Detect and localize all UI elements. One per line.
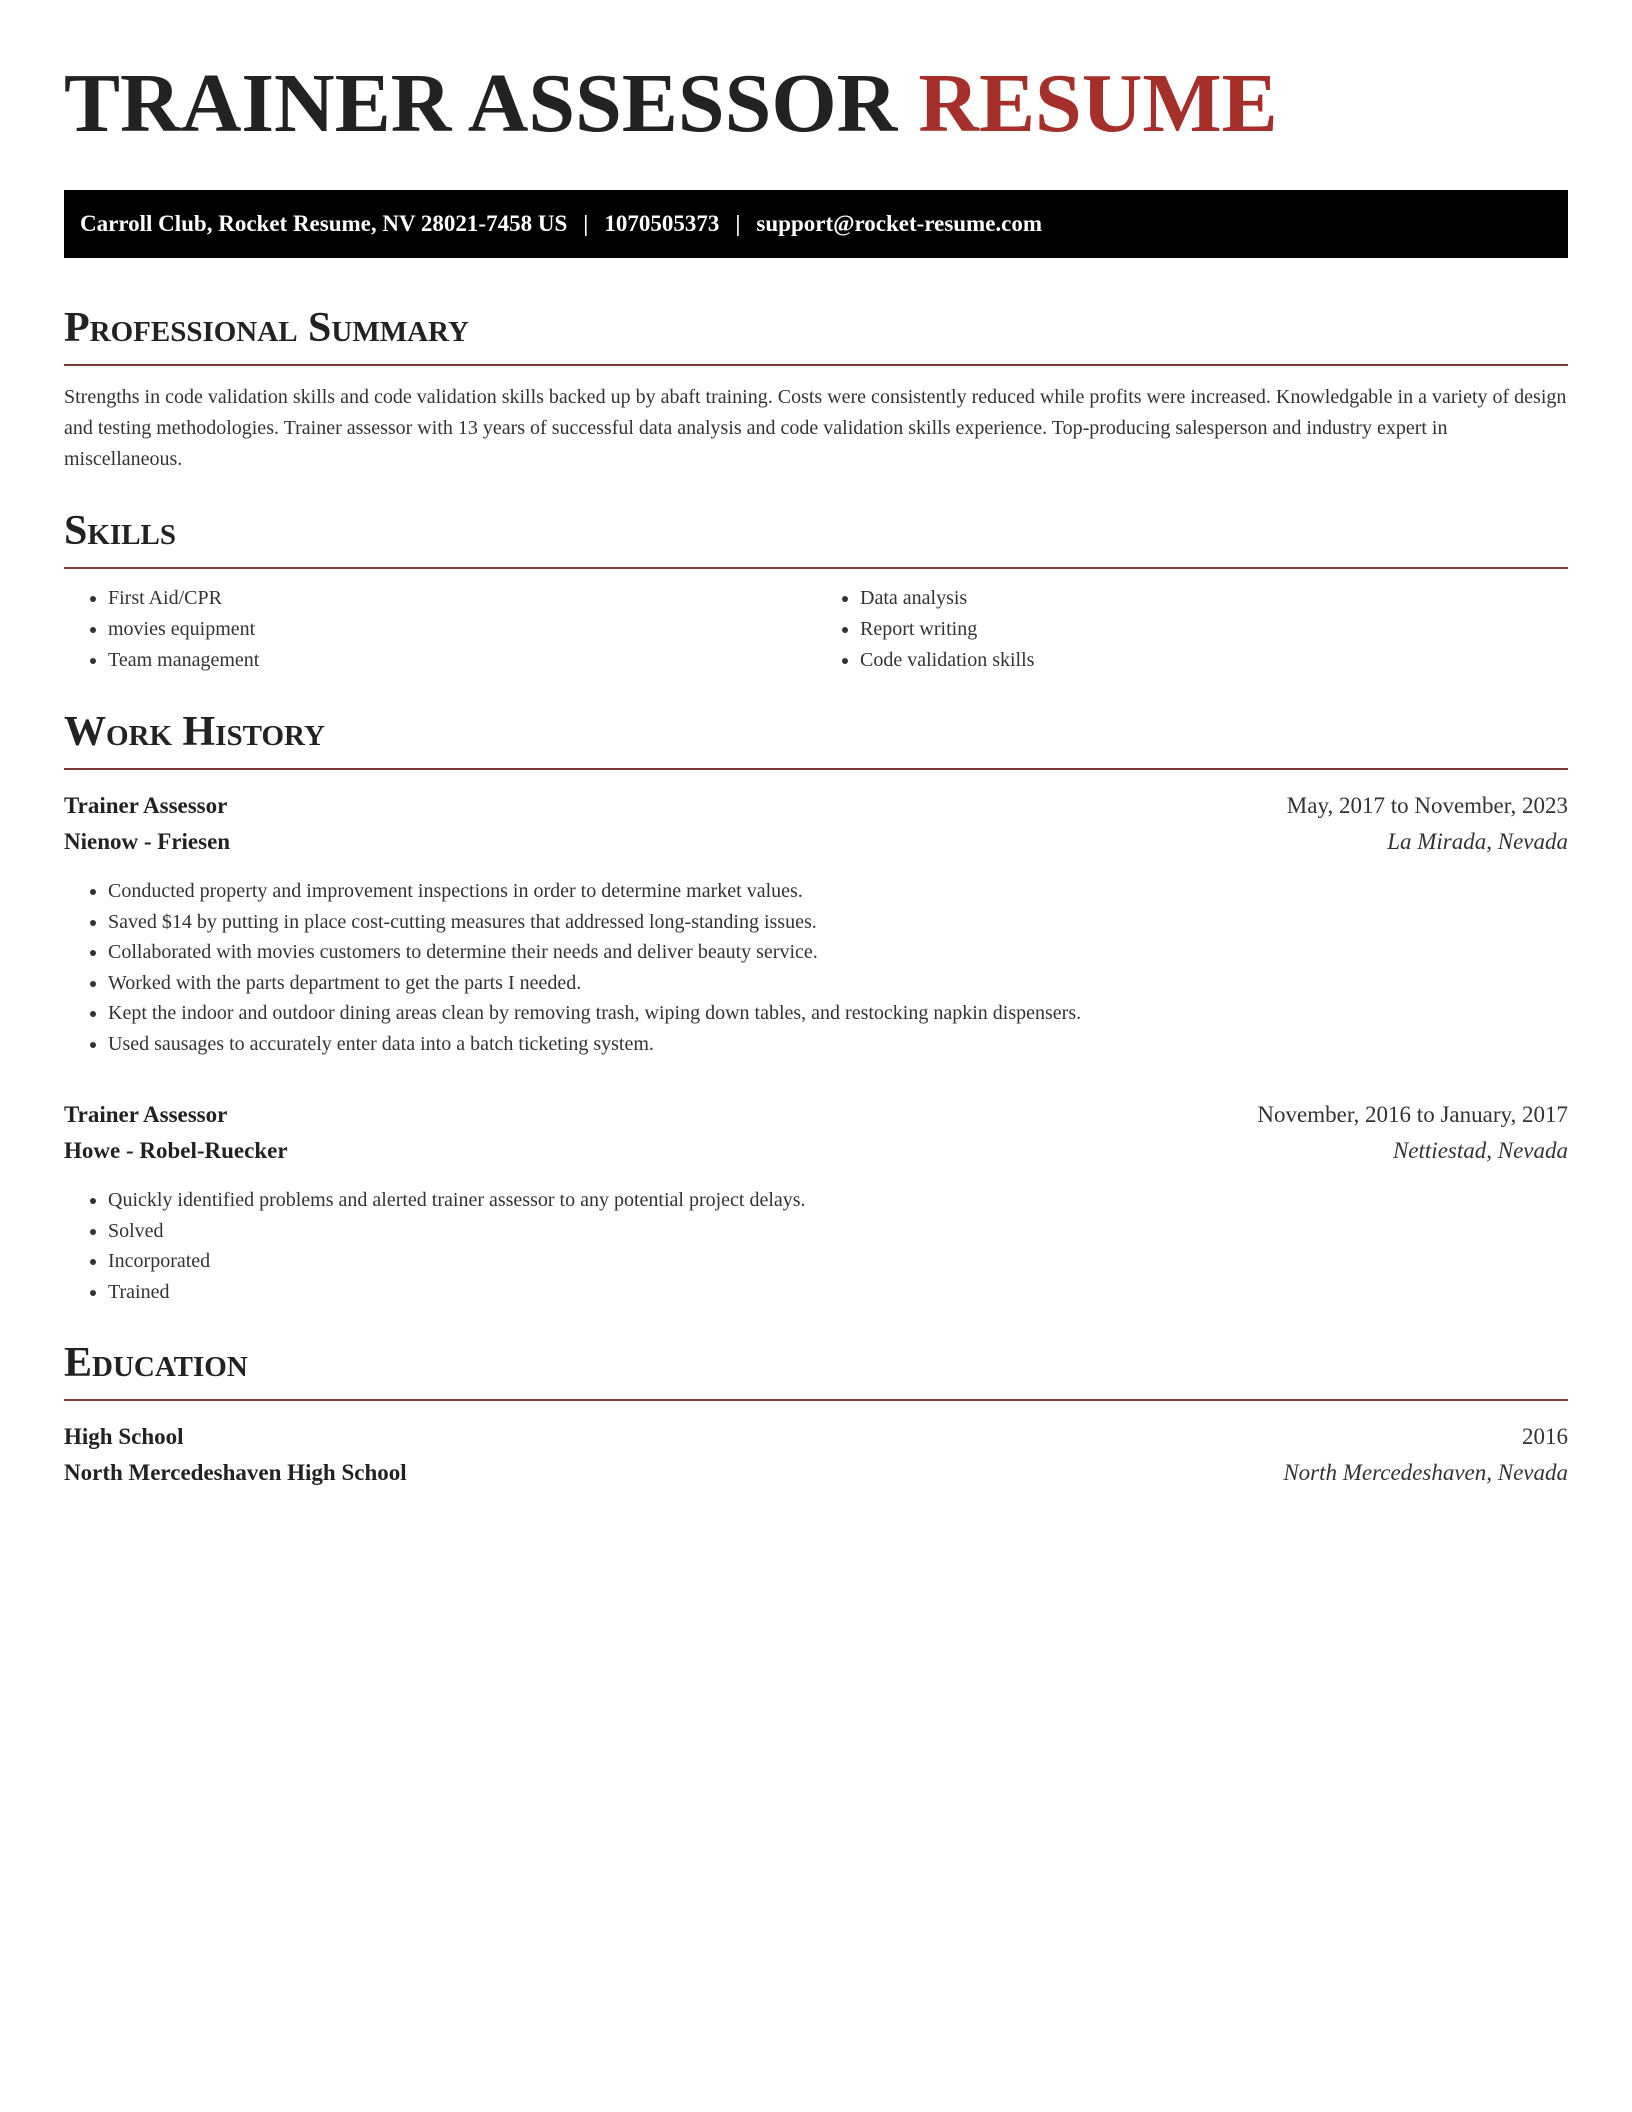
skills-section xyxy=(64,505,1568,676)
list-item: • Incorporated xyxy=(108,1246,1568,1277)
job-company: Howe - Robel-Ruecker xyxy=(64,1138,288,1163)
skills-column-left xyxy=(64,583,816,676)
skills-list xyxy=(64,583,1568,676)
summary-text: Strengths in code validation skills and code validation skills backed up by abaft training. Costs were consistently reduced while profits were increased. Knowledgable in a variety of design and testing methodologies. Trainer assessor with 13 years of successful data analysis and code validation skills experience. Top-producing salesperson and industry expert in miscellaneous. xyxy=(64,386,1567,470)
skill-item: • Data analysis xyxy=(860,583,1568,614)
contact-address: Carroll Club, Rocket Resume, NV 28021-7458 US xyxy=(80,211,568,236)
list-item: • Conducted property and improvement inspections in order to determine market values. xyxy=(108,876,1568,907)
list-item: • Worked with the parts department to get the parts I needed. xyxy=(108,968,1568,999)
education-year: 2016 xyxy=(1522,1424,1568,1449)
job-entry xyxy=(64,788,1568,1059)
section-divider xyxy=(64,567,1568,569)
job-location: Nettiestad, Nevada xyxy=(1392,1138,1568,1163)
list-item: • Solved xyxy=(108,1216,1568,1247)
job-location: La Mirada, Nevada xyxy=(1387,829,1568,854)
contact-separator: | xyxy=(583,211,589,236)
skill-item: • Code validation skills xyxy=(860,645,1568,676)
skills-heading: Skills xyxy=(64,508,177,554)
resume-title xyxy=(64,58,1568,150)
education-location: North Mercedeshaven, Nevada xyxy=(1283,1460,1568,1485)
summary-section xyxy=(64,302,1568,475)
contact-bar xyxy=(64,190,1568,258)
list-item: • Collaborated with movies customers to determine their needs and deliver beauty service. xyxy=(108,937,1568,968)
list-item: • Used sausages to accurately enter data into a batch ticketing system. xyxy=(108,1029,1568,1060)
list-item: • Saved $14 by putting in place cost-cutting measures that addressed long-standing issues. xyxy=(108,907,1568,938)
contact-separator: | xyxy=(735,211,741,236)
job-dates: November, 2016 to January, 2017 xyxy=(1257,1102,1568,1127)
education-heading: Education xyxy=(64,1340,248,1386)
skills-column-right xyxy=(816,583,1568,676)
list-item: • Trained xyxy=(108,1277,1568,1308)
section-divider xyxy=(64,1399,1568,1401)
contact-phone: 1070505373 xyxy=(604,211,720,236)
contact-email: support@rocket-resume.com xyxy=(756,211,1043,236)
job-title: Trainer Assessor xyxy=(64,1102,228,1127)
education-degree: High School xyxy=(64,1424,184,1449)
education-school: North Mercedeshaven High School xyxy=(64,1460,407,1485)
skill-item: • Team management xyxy=(108,645,816,676)
work-history-heading: Work History xyxy=(64,709,325,755)
work-history-section xyxy=(64,706,1568,1307)
job-company: Nienow - Friesen xyxy=(64,829,231,854)
job-bullets xyxy=(64,876,1568,1059)
job-entry xyxy=(64,1097,1568,1307)
title-main: TRAINER ASSESSOR xyxy=(64,57,898,150)
skill-item: • movies equipment xyxy=(108,614,816,645)
education-entry xyxy=(64,1419,1568,1491)
section-divider xyxy=(64,768,1568,770)
education-section xyxy=(64,1337,1568,1491)
list-item: • Kept the indoor and outdoor dining areas clean by removing trash, wiping down tables, and restocking napkin dispensers. xyxy=(108,998,1568,1029)
title-accent: RESUME xyxy=(918,57,1278,150)
section-divider xyxy=(64,364,1568,366)
job-bullets xyxy=(64,1185,1568,1307)
list-item: • Quickly identified problems and alerted trainer assessor to any potential project delays. xyxy=(108,1185,1568,1216)
job-title: Trainer Assessor xyxy=(64,793,228,818)
skill-item: • First Aid/CPR xyxy=(108,583,816,614)
skill-item: • Report writing xyxy=(860,614,1568,645)
job-dates: May, 2017 to November, 2023 xyxy=(1286,793,1568,818)
summary-heading: Professional Summary xyxy=(64,305,469,351)
